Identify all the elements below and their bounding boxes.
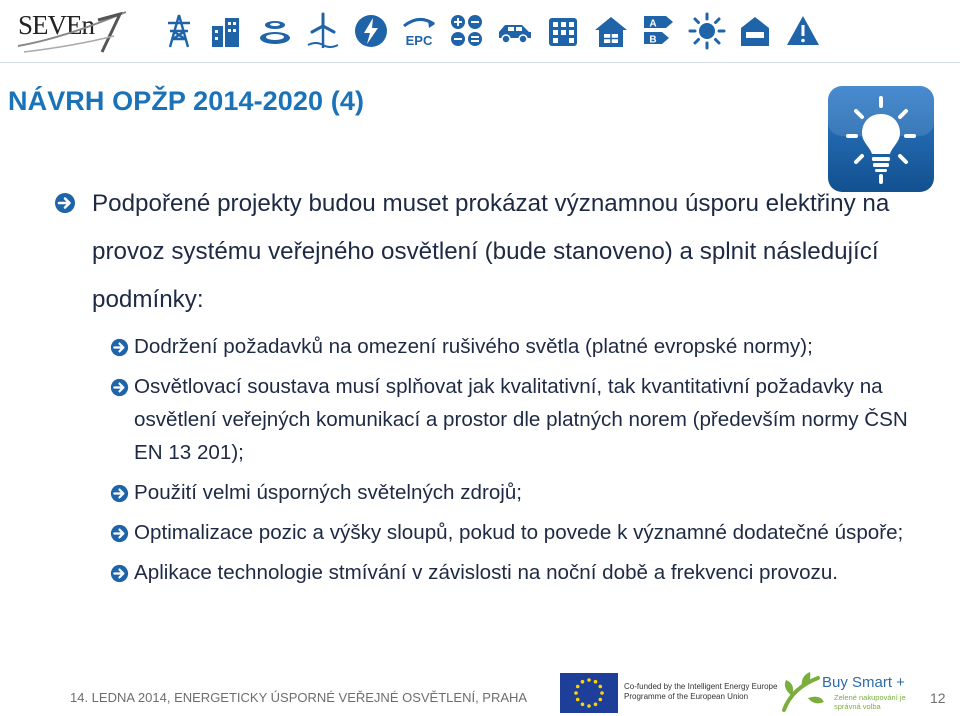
logo-text: SEVEn [18, 10, 94, 40]
svg-text:A: A [649, 18, 657, 30]
sub-bullet [54, 516, 934, 549]
sub-bullet-list [54, 330, 944, 589]
seven-logo [14, 6, 134, 60]
lamps-icon [256, 12, 294, 50]
main-content [54, 180, 944, 596]
header [0, 0, 960, 62]
buysmart-logo [778, 670, 928, 716]
power-pylon-icon [160, 12, 198, 50]
icon-strip [160, 8, 822, 54]
energy-label-ab-icon [640, 12, 678, 50]
svg-text:EPC: EPC [405, 33, 433, 48]
buysmart-title: Buy Smart + [822, 674, 905, 691]
bullet-arrow-icon [110, 524, 129, 543]
buysmart-leaf-icon [778, 670, 828, 716]
warning-triangle-icon [784, 12, 822, 50]
bullet-arrow-icon [110, 484, 129, 503]
wind-turbine-icon [304, 12, 342, 50]
epc-icon [400, 12, 438, 50]
logo-swoosh-icon [14, 6, 134, 60]
main-bullet [54, 180, 914, 324]
bullet-arrow-icon [110, 338, 129, 357]
energy-bolt-icon [352, 12, 390, 50]
house-icon [736, 12, 774, 50]
footer-date: 14. LEDNA 2014, ENERGETICKY ÚSPORNÉ VEŘEJNÉ OSVĚTLENÍ, PRAHA [70, 690, 528, 705]
svg-text:B: B [649, 34, 657, 46]
buildings-icon [208, 12, 246, 50]
sub-bullet [54, 370, 934, 469]
header-divider [0, 62, 960, 63]
sub-bullet [54, 476, 934, 509]
bullet-arrow-icon [54, 192, 76, 214]
main-bullet-text: Podpořené projekty budou muset prokázat významnou úsporu elektřiny na provoz systému veřejného osvětlení (bude stanoveno) a splnit následující podmínky: [92, 190, 890, 313]
solar-house-icon [592, 12, 630, 50]
sub-bullet-text: Optimalizace pozic a výšky sloupů, pokud to povede k významné dodatečné úspoře; [134, 521, 904, 544]
sun-icon [688, 12, 726, 50]
calculator-icon [448, 12, 486, 50]
buysmart-subtitle: Zelené nakupování je správná volba [834, 693, 906, 711]
sub-bullet [54, 330, 934, 363]
car-icon [496, 12, 534, 50]
page-number: 12 [930, 690, 946, 706]
sub-bullet-text: Použití velmi úsporných světelných zdrojů; [134, 481, 523, 504]
eu-cofunding-text: Co-funded by the Intelligent Energy Europe Programme of the European Union [624, 682, 778, 701]
bullet-arrow-icon [110, 378, 129, 397]
lightbulb-icon [826, 84, 936, 194]
sub-bullet [54, 556, 934, 589]
page-title: NÁVRH OPŽP 2014-2020 (4) [8, 86, 365, 116]
sub-bullet-text: Osvětlovací soustava musí splňovat jak kvalitativní, tak kvantitativní požadavky na osvětlení veřejných komunikací a prostor dle platných norem (především normy ČSN EN 13 201); [134, 375, 908, 464]
sub-bullet-text: Aplikace technologie stmívání v závislosti na noční době a frekvenci provozu. [134, 561, 838, 584]
bullet-arrow-icon [110, 564, 129, 583]
sub-bullet-text: Dodržení požadavků na omezení rušivého světla (platné evropské normy); [134, 335, 813, 358]
eu-flag-icon [560, 673, 618, 713]
building-grid-icon [544, 12, 582, 50]
